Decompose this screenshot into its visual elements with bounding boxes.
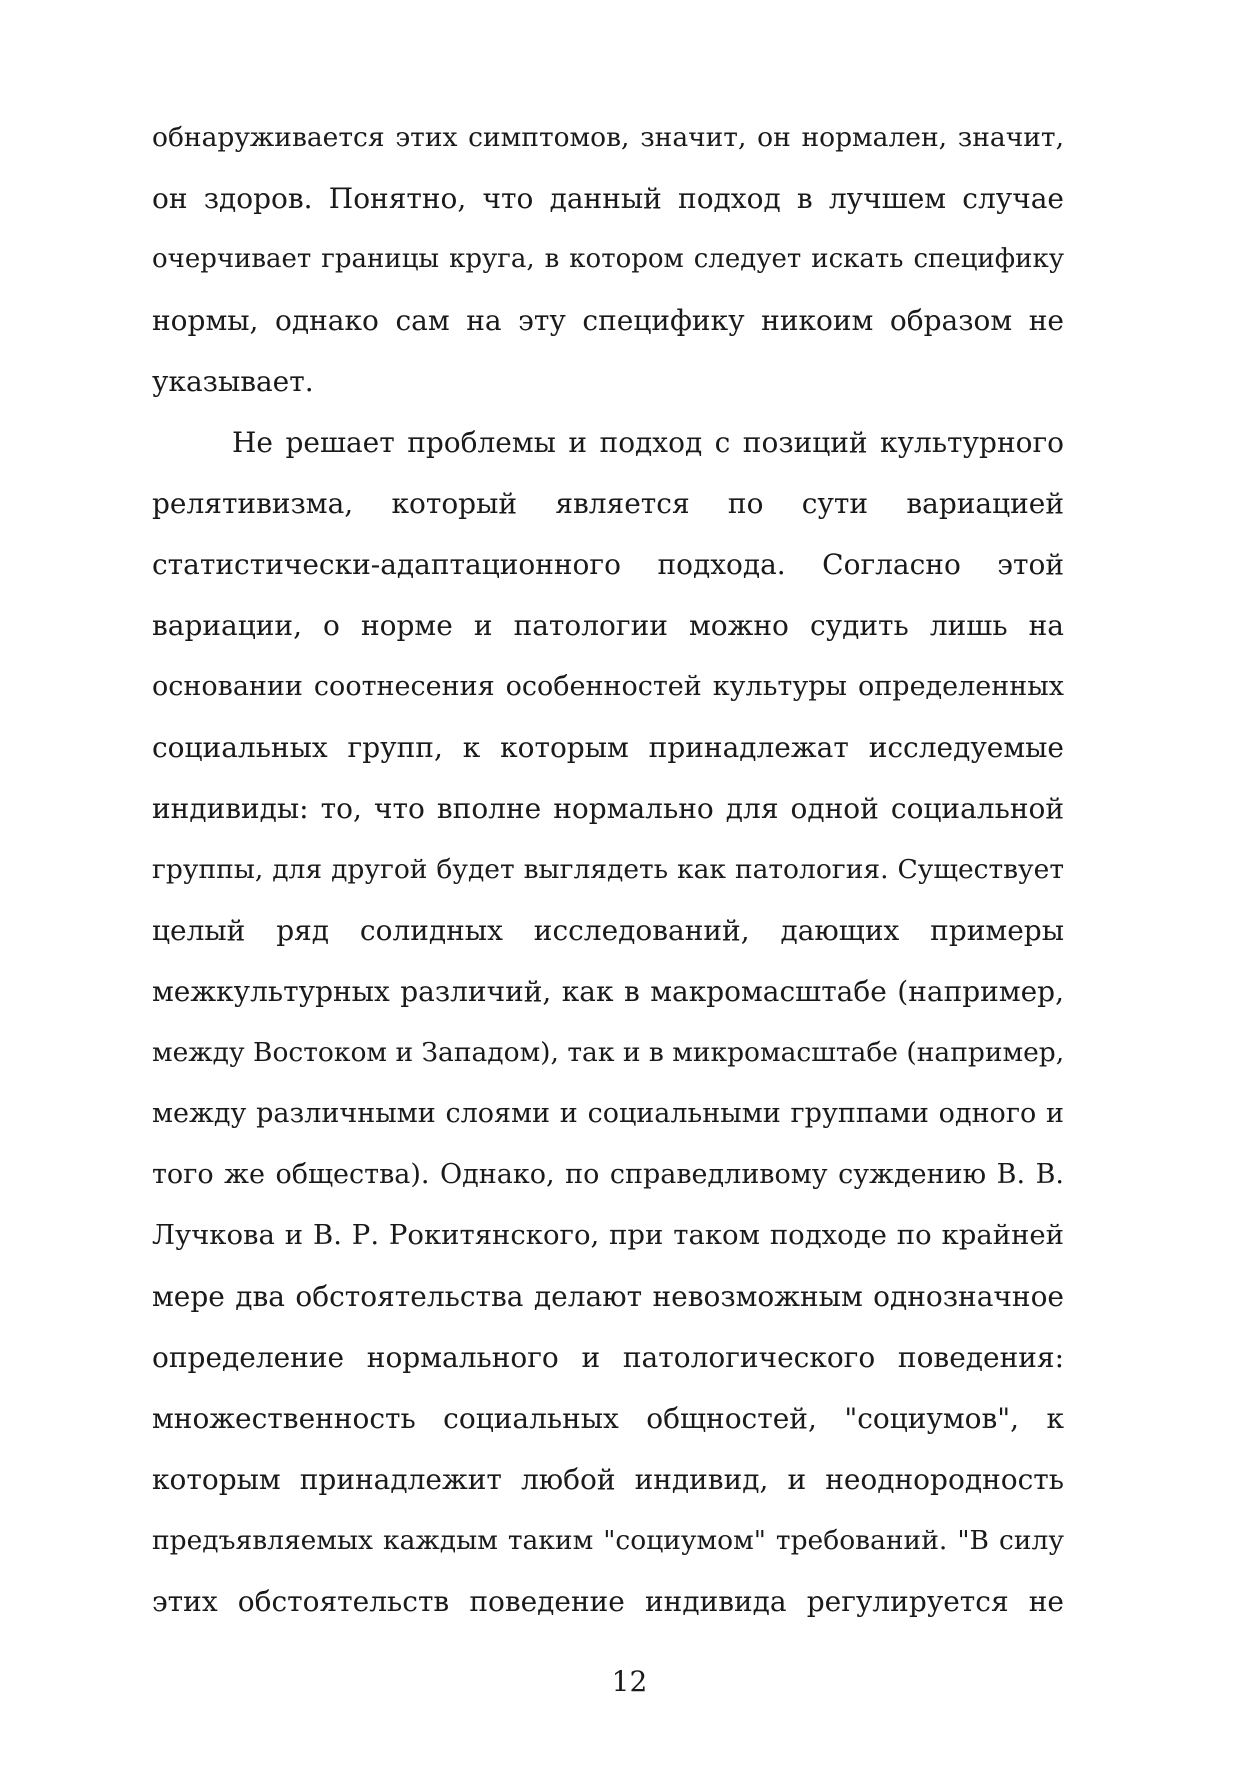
paragraph bbox=[152, 412, 1064, 1632]
body-text bbox=[152, 107, 1064, 1632]
text-line: он здоров. Понятно, что данный подход в лучшем случае bbox=[152, 182, 1064, 215]
text-line: релятивизма, который является по сути вариацией bbox=[152, 487, 1064, 520]
text-line: указывает. bbox=[152, 365, 314, 398]
paragraph bbox=[152, 107, 1064, 412]
text-line: этих обстоятельств поведение индивида регулируется не bbox=[152, 1585, 1064, 1618]
text-line: обнаруживается этих симптомов, значит, он нормален, значит, bbox=[152, 122, 1064, 153]
text-line: индивиды: то, что вполне нормально для одной социальной bbox=[152, 792, 1064, 825]
text-line: Не решает проблемы и подход с позиций культурного bbox=[232, 426, 1064, 459]
text-line: группы, для другой будет выглядеть как патология. Существует bbox=[152, 854, 1064, 885]
text-line: статистически-адаптационного подхода. Согласно этой bbox=[152, 548, 1064, 581]
text-line: целый ряд солидных исследований, дающих примеры bbox=[152, 914, 1064, 947]
text-line: предъявляемых каждым таким "социумом" требований. "В силу bbox=[152, 1525, 1064, 1556]
text-line: основании соотнесения особенностей культуры определенных bbox=[152, 671, 1064, 702]
page-number: 12 bbox=[611, 1665, 648, 1698]
text-line: между различными слоями и социальными группами одного и bbox=[152, 1098, 1064, 1129]
text-line: очерчивает границы круга, в котором следует искать специфику bbox=[152, 244, 1064, 274]
text-line: социальных групп, к которым принадлежат исследуемые bbox=[152, 731, 1064, 764]
text-line: того же общества). Однако, по справедливому суждению В. В. bbox=[152, 1159, 1064, 1190]
text-line: множественность социальных общностей, "социумов", к bbox=[152, 1402, 1064, 1435]
text-line: которым принадлежит любой индивид, и неоднородность bbox=[152, 1463, 1064, 1496]
text-line: Лучкова и В. Р. Рокитянского, при таком подходе по крайней bbox=[152, 1219, 1064, 1251]
text-line: вариации, о норме и патологии можно судить лишь на bbox=[152, 609, 1064, 642]
text-line: определение нормального и патологического поведения: bbox=[152, 1341, 1064, 1374]
text-line: мере два обстоятельства делают невозможным однозначное bbox=[152, 1280, 1064, 1313]
text-line: между Востоком и Западом), так и в микромасштабе (например, bbox=[152, 1037, 1065, 1068]
text-line: межкультурных различий, как в макромасштабе (например, bbox=[152, 975, 1064, 1008]
text-line: нормы, однако сам на эту специфику никоим образом не bbox=[152, 304, 1064, 337]
